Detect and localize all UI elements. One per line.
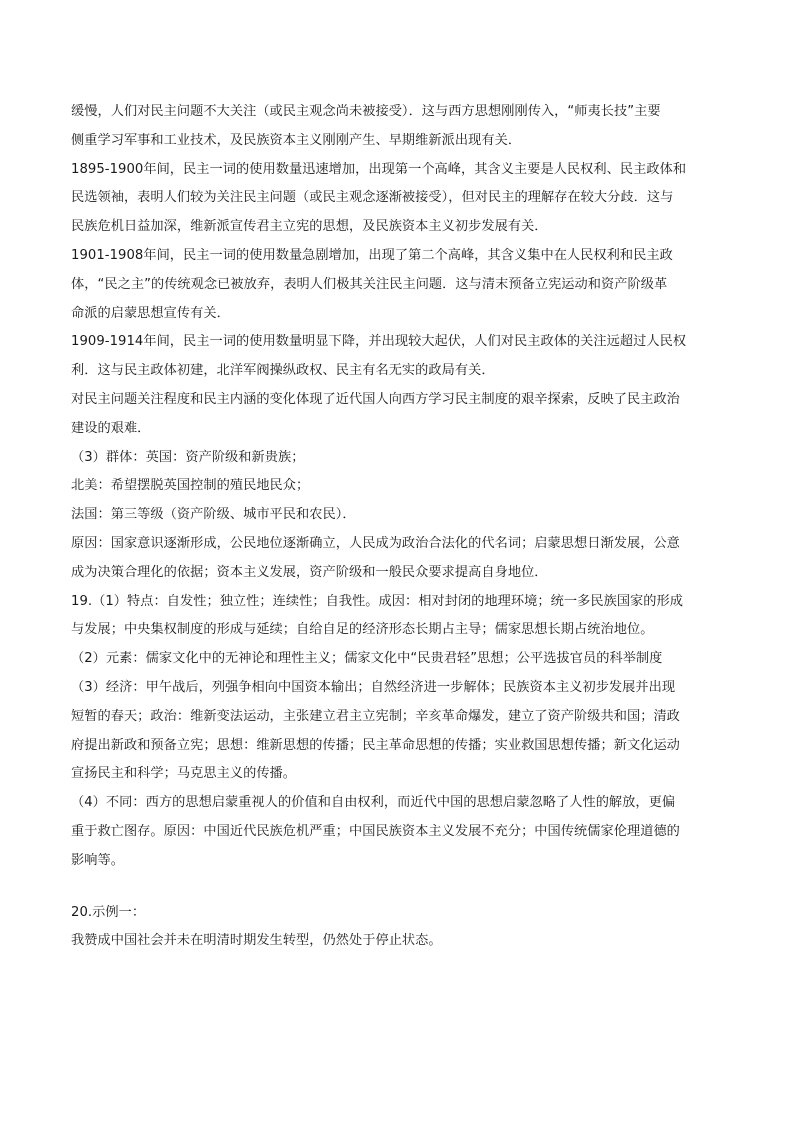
text-line: 1909-1914年间，民主一词的使用数量明显下降，并出现较大起伏，人们对民主政体的关注远超过人民权	[71, 334, 687, 350]
text-line: 19.（1）特点：自发性；独立性；连续性；自我性。成因：相对封闭的地理环境；统一多民族国家的形成	[71, 593, 684, 609]
q20-heading: 20.示例一：	[71, 904, 146, 920]
text-line: 建设的艰难．	[71, 420, 151, 436]
para-1895-1900	[71, 156, 726, 242]
text-line: 原因：国家意识逐渐形成，公民地位逐渐确立，人民成为政治合法化的代名词；启蒙思想日渐发展，公意	[71, 535, 680, 551]
text-line: 1901-1908年间，民主一词的使用数量急剧增加，出现了第二个高峰，其含义集中在人民权利和民主政	[71, 247, 673, 263]
text-line: 命派的启蒙思想宣传有关．	[71, 305, 230, 321]
para-summary	[71, 386, 726, 444]
text-line: 短暂的春天；政治：维新变法运动，主张建立君主立宪制；辛亥革命爆发，建立了资产阶级共和国；清政	[71, 708, 680, 724]
text-line: （3）群体：英国：资产阶级和新贵族；	[71, 449, 305, 465]
q20-text: 我赞成中国社会并未在明清时期发生转型，仍然处于停止状态。	[71, 933, 442, 949]
para-q19-1	[71, 588, 726, 646]
para-q18-3-england	[71, 444, 726, 473]
text-line: 宣扬民主和科学；马克思主义的传播。	[71, 766, 297, 782]
text-line: 1895-1900年间，民主一词的使用数量迅速增加，出现第一个高峰，其含义主要是人民权利、民主政体和	[71, 161, 687, 177]
para-q19-4	[71, 789, 726, 875]
para-q19-3	[71, 674, 726, 789]
para-q18-3-reason	[71, 530, 726, 588]
text-line: 利．这与民主政体初建，北洋军阀操纵政权、民主有名无实的政局有关．	[71, 363, 495, 379]
para-1909-1914	[71, 328, 726, 386]
text-line: 体，“民之主”的传统观念已被放弃，表明人们极其关注民主问题．这与清末预备立宪运动和资产阶级革	[71, 276, 668, 292]
text-line: 府提出新政和预备立宪；思想：维新思想的传播；民主革命思想的传播；实业救国思想传播；新文化运动	[71, 737, 680, 753]
text-line: （2）元素：儒家文化中的无神论和理性主义；儒家文化中“民贵君轻”思想；公平选拔官员的科举制度	[71, 651, 663, 667]
document-body	[71, 98, 726, 956]
text-line: （3）经济：甲午战后，列强争相向中国资本输出；自然经济进一步解体；民族资本主义初步发展并出现	[71, 679, 676, 695]
text-line: 民族危机日益加深，维新派宣传君主立宪的思想，及民族资本主义初步发展有关．	[71, 219, 548, 235]
text-line: （4）不同：西方的思想启蒙重视人的价值和自由权利，而近代中国的思想启蒙忽略了人性的解放，更偏	[71, 795, 676, 811]
question-20	[71, 899, 726, 957]
para-continuation	[71, 98, 726, 156]
para-q18-3-north-america	[71, 472, 726, 501]
text-line: 成为决策合理化的依据；资本主义发展，资产阶级和一般民众要求提高自身地位．	[71, 564, 548, 580]
text-line: 影响等。	[71, 852, 124, 868]
text-line: 北美：希望摆脱英国控制的殖民地民众；	[71, 478, 310, 494]
text-line: 法国：第三等级（资产阶级、城市平民和农民）．	[71, 507, 356, 523]
text-line: 民选领袖，表明人们较为关注民主问题（或民主观念逐渐被接受），但对民主的理解存在较大分歧．这与	[71, 190, 674, 206]
para-q18-3-france	[71, 501, 726, 530]
text-line: 缓慢，人们对民主问题不大关注（或民主观念尚未被接受）．这与西方思想刚刚传入，“师夷长技”主要	[71, 104, 661, 119]
para-1901-1908	[71, 242, 726, 328]
text-line: 对民主问题关注程度和民主内涵的变化体现了近代国人向西方学习民主制度的艰辛探索，反映了民主政治	[71, 391, 680, 407]
text-line: 与发展；中央集权制度的形成与延续；自给自足的经济形态长期占主导；儒家思想长期占统治地位。	[71, 622, 654, 638]
section-spacer	[71, 876, 726, 899]
text-line: 重于救亡图存。原因：中国近代民族危机严重；中国民族资本主义发展不充分；中国传统儒家伦理道德的	[71, 823, 680, 839]
text-line: 侧重学习军事和工业技术，及民族资本主义刚刚产生、早期维新派出现有关．	[71, 132, 522, 148]
para-q19-2	[71, 645, 726, 674]
